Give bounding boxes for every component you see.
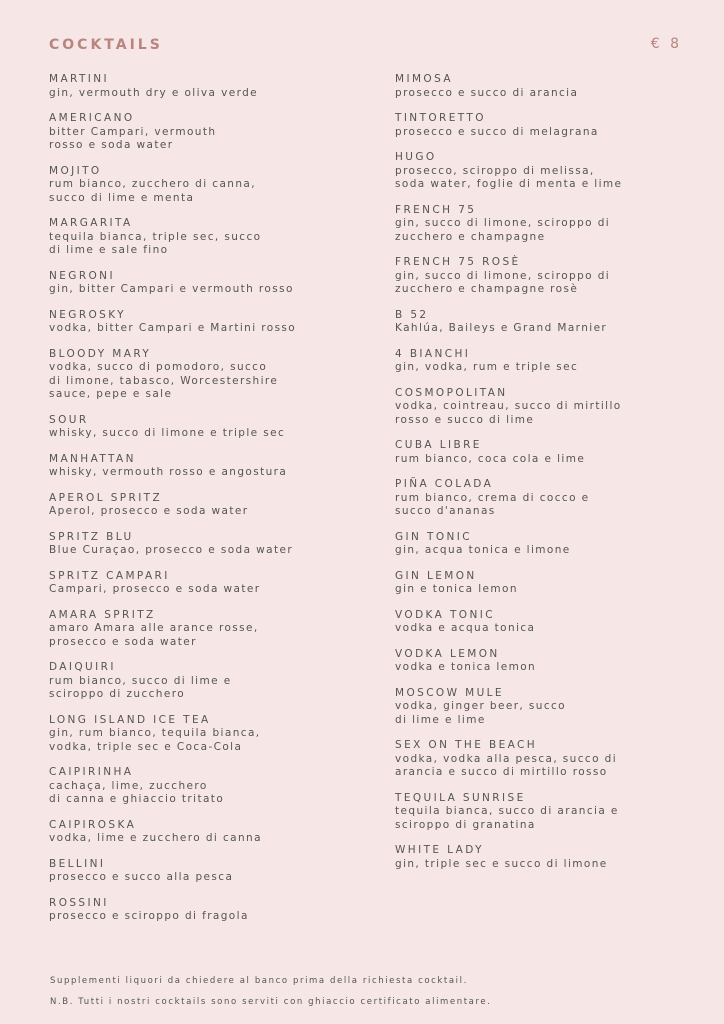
cocktail-name: DAIQUIRI <box>49 661 116 673</box>
cocktail-name: AMERICANO <box>49 112 135 124</box>
cocktail-name: WHITE LADY <box>395 844 484 856</box>
cocktail-ingredients: prosecco e sciroppo di fragola <box>49 910 249 922</box>
cocktail-name: COSMOPOLITAN <box>395 386 508 399</box>
cocktail-ingredients: Kahlúa, Baileys e Grand Marnier <box>395 322 608 334</box>
menu-item <box>395 609 715 636</box>
cocktail-name: GIN TONIC <box>395 530 472 543</box>
menu-item <box>49 112 369 153</box>
note-supplements: Supplementi liquori da chiedere al banco prima della richiesta cocktail. <box>50 976 468 986</box>
cocktail-name: LONG ISLAND ICE TEA <box>49 713 211 726</box>
cocktail-ingredients: vodka e tonica lemon <box>395 661 537 673</box>
cocktail-name: BELLINI <box>49 857 106 870</box>
cocktail-name: GIN LEMON <box>395 569 477 582</box>
cocktail-ingredients: gin, succo di limone, sciroppo di zucchero e champagne <box>395 217 611 243</box>
menu-item <box>49 531 369 558</box>
cocktail-name: CAIPIROSKA <box>49 818 137 831</box>
cocktail-name: NEGROSKY <box>49 308 126 321</box>
cocktail-name: BLOODY MARY <box>49 347 152 360</box>
menu-item <box>49 858 369 885</box>
cocktail-ingredients: cachaça, lime, zucchero di canna e ghiaccio tritato <box>49 779 225 805</box>
menu-item <box>395 348 715 375</box>
menu-item <box>49 570 369 597</box>
cocktail-name: HUGO <box>395 151 437 163</box>
cocktail-ingredients: gin, succo di limone, sciroppo di zucchero e champagne rosè <box>395 269 611 295</box>
cocktail-name: MOSCOW MULE <box>395 686 504 699</box>
cocktail-ingredients: rum bianco, coca cola e lime <box>395 452 586 465</box>
right-column <box>395 73 715 883</box>
menu-item <box>395 844 715 871</box>
menu-item <box>49 217 369 258</box>
cocktail-name: SEX ON THE BEACH <box>395 739 538 751</box>
menu-item <box>49 609 369 650</box>
menu-title: COCKTAILS <box>49 37 163 53</box>
cocktail-name: CAIPIRINHA <box>49 766 134 778</box>
cocktail-name: MARGARITA <box>49 217 133 229</box>
price: € 8 <box>650 36 682 52</box>
menu-item <box>395 478 715 519</box>
cocktail-ingredients: Blue Curaçao, prosecco e soda water <box>49 544 294 556</box>
cocktail-ingredients: gin, vermouth dry e oliva verde <box>49 86 259 99</box>
cocktail-ingredients: vodka e acqua tonica <box>395 622 536 634</box>
cocktail-name: MIMOSA <box>395 73 453 85</box>
cocktail-name: SPRITZ BLU <box>49 530 134 543</box>
menu-item <box>49 165 369 206</box>
cocktail-name: NEGRONI <box>49 269 115 282</box>
note-ice: N.B. Tutti i nostri cocktails sono serviti con ghiaccio certificato alimentare. <box>50 997 492 1007</box>
cocktail-ingredients: rum bianco, zucchero di canna, succo di lime e menta <box>49 178 256 204</box>
cocktail-ingredients: gin, acqua tonica e limone <box>395 544 571 556</box>
menu-item <box>49 766 369 807</box>
cocktail-ingredients: prosecco e succo di arancia <box>395 86 579 99</box>
menu-item <box>49 897 369 924</box>
menu-item <box>395 739 715 780</box>
cocktail-ingredients: gin, vodka, rum e triple sec <box>395 361 579 373</box>
cocktail-name: VODKA LEMON <box>395 647 500 660</box>
cocktail-ingredients: Aperol, prosecco e soda water <box>49 505 249 517</box>
cocktail-name: 4 BIANCHI <box>395 347 471 360</box>
footer-notes <box>50 971 492 1013</box>
cocktail-ingredients: vodka, vodka alla pesca, succo di arancia e succo di mirtillo rosso <box>395 752 618 778</box>
cocktail-name: MOJITO <box>49 164 102 177</box>
cocktail-ingredients: vodka, lime e zucchero di canna <box>49 832 262 844</box>
cocktail-name: MARTINI <box>49 73 110 85</box>
cocktail-ingredients: tequila bianca, triple sec, succo di lime e sale fino <box>49 230 262 256</box>
cocktail-ingredients: rum bianco, crema di cocco e succo d'ananas <box>395 491 590 517</box>
cocktail-name: B 52 <box>395 308 429 321</box>
cocktail-name: ROSSINI <box>49 896 109 909</box>
cocktail-ingredients: vodka, bitter Campari e Martini rosso <box>49 322 297 334</box>
cocktail-name: TEQUILA SUNRISE <box>395 791 526 804</box>
cocktail-name: SPRITZ CAMPARI <box>49 569 170 582</box>
cocktail-name: PIÑA COLADA <box>395 478 494 490</box>
cocktail-ingredients: tequila bianca, succo di arancia e sciroppo di granatina <box>395 805 619 831</box>
cocktail-ingredients: whisky, vermouth rosso e angostura <box>49 466 288 478</box>
cocktail-name: SOUR <box>49 413 89 426</box>
cocktail-ingredients: prosecco e succo alla pesca <box>49 871 234 883</box>
menu-item <box>49 819 369 846</box>
cocktail-ingredients: gin, rum bianco, tequila bianca, vodka, triple sec e Coca-Cola <box>49 727 261 753</box>
menu-item <box>49 661 369 702</box>
cocktail-name: FRENCH 75 <box>395 203 477 216</box>
cocktail-ingredients: rum bianco, succo di lime e sciroppo di zucchero <box>49 674 232 700</box>
cocktail-ingredients: bitter Campari, vermouth rosso e soda water <box>49 125 217 151</box>
menu-item <box>49 492 369 519</box>
cocktail-ingredients: gin e tonica lemon <box>395 583 518 595</box>
menu-item <box>395 570 715 597</box>
menu-item <box>395 256 715 297</box>
menu-item <box>395 309 715 336</box>
menu-item <box>395 439 715 466</box>
cocktail-name: TINTORETTO <box>395 112 486 124</box>
menu-item <box>49 348 369 402</box>
menu-item <box>49 270 369 297</box>
cocktail-ingredients: whisky, succo di limone e triple sec <box>49 427 286 439</box>
cocktail-ingredients: vodka, succo di pomodoro, succo di limone, tabasco, Worcestershire sauce, pepe e sale <box>49 361 279 400</box>
menu-item <box>395 73 715 100</box>
menu-item <box>395 687 715 728</box>
cocktail-name: FRENCH 75 ROSÈ <box>395 256 521 268</box>
cocktail-name: VODKA TONIC <box>395 608 495 621</box>
menu-item <box>49 414 369 441</box>
cocktail-name: AMARA SPRITZ <box>49 608 156 621</box>
cocktail-ingredients: gin, triple sec e succo di limone <box>395 857 608 870</box>
menu-item <box>395 112 715 139</box>
menu-item <box>395 792 715 833</box>
cocktail-name: CUBA LIBRE <box>395 439 482 451</box>
left-column <box>49 73 369 936</box>
menu-item <box>49 453 369 480</box>
cocktail-ingredients: vodka, ginger beer, succo di lime e lime <box>395 700 566 726</box>
menu-item <box>49 309 369 336</box>
cocktail-name: APEROL SPRITZ <box>49 491 163 504</box>
menu-item <box>395 151 715 192</box>
cocktail-ingredients: vodka, cointreau, succo di mirtillo rosso e succo di lime <box>395 400 622 426</box>
menu-item <box>395 204 715 245</box>
menu-item <box>395 531 715 558</box>
cocktail-ingredients: prosecco e succo di melagrana <box>395 125 599 138</box>
cocktail-name: MANHATTAN <box>49 452 136 465</box>
cocktail-ingredients: gin, bitter Campari e vermouth rosso <box>49 283 294 295</box>
menu-item <box>49 73 369 100</box>
menu-item <box>395 387 715 428</box>
cocktail-ingredients: prosecco, sciroppo di melissa, soda water, foglie di menta e lime <box>395 164 623 190</box>
menu-item <box>49 714 369 755</box>
menu-item <box>395 648 715 675</box>
cocktail-ingredients: amaro Amara alle arance rosse, prosecco e soda water <box>49 622 259 648</box>
cocktail-ingredients: Campari, prosecco e soda water <box>49 583 261 595</box>
